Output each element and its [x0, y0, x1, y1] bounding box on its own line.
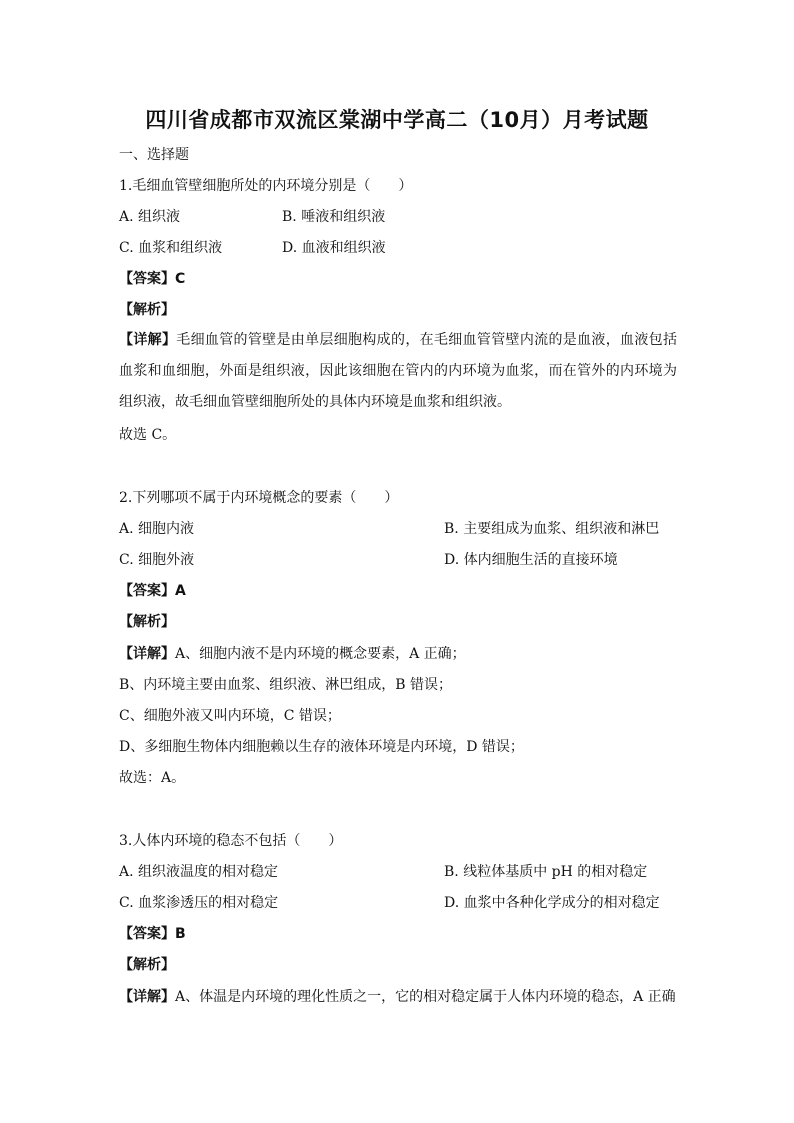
section-heading: 一、选择题 — [119, 147, 189, 163]
question-2-answer: 【答案】A — [119, 583, 186, 599]
question-3-detail-tag: 【详解】 — [119, 989, 175, 1005]
question-1-detail-tag: 【详解】 — [119, 332, 177, 348]
question-2-detail-line-3: C、细胞外液又叫内环境，C 错误； — [119, 708, 341, 724]
question-2-detail-line-4: D、多细胞生物体内细胞赖以生存的液体环境是内环境，D 错误； — [119, 739, 524, 755]
question-3-option-b: B. 线粒体基质中 pH 的相对稳定 — [444, 864, 648, 880]
question-1-stem: 1.毛细血管壁细胞所处的内环境分别是（ ） — [119, 178, 413, 194]
question-2-option-a: A. 细胞内液 — [119, 521, 195, 537]
question-3-detail-line-1 — [119, 987, 677, 1007]
question-1-answer: 【答案】C — [119, 271, 186, 287]
question-1-conclusion: 故选 C。 — [119, 427, 177, 443]
question-2-analysis-label: 【解析】 — [119, 614, 175, 630]
question-2-detail-text-1: A、细胞内液不是内环境的概念要素，A 正确； — [175, 646, 466, 662]
question-1-option-a: A. 组织液 — [119, 209, 181, 225]
question-3-option-c: C. 血浆渗透压的相对稳定 — [119, 895, 279, 911]
question-1-option-b: B. 唾液和组织液 — [282, 209, 386, 225]
question-2-option-d: D. 体内细胞生活的直接环境 — [444, 552, 618, 568]
question-1-option-c: C. 血浆和组织液 — [119, 240, 223, 256]
question-1-detail — [119, 325, 677, 418]
question-2-option-b: B. 主要组成为血浆、组织液和淋巴 — [444, 521, 660, 537]
question-1-option-d: D. 血液和组织液 — [282, 240, 386, 256]
question-3-analysis-label: 【解析】 — [119, 957, 175, 973]
page-title: 四川省成都市双流区棠湖中学高二（10月）月考试题 — [145, 108, 649, 132]
question-2-detail-line-1 — [119, 644, 466, 664]
question-2-conclusion: 故选：A。 — [119, 770, 186, 786]
question-3-stem: 3.人体内环境的稳态不包括（ ） — [119, 833, 343, 849]
question-2-detail-tag: 【详解】 — [119, 646, 175, 662]
question-3-answer: 【答案】B — [119, 926, 186, 942]
question-2-detail-line-2: B、内环境主要由血浆、组织液、淋巴组成，B 错误； — [119, 677, 453, 693]
question-3-detail-text: A、体温是内环境的理化性质之一，它的相对稳定属于人体内环境的稳态，A 正确 — [175, 989, 676, 1005]
question-3-option-a: A. 组织液温度的相对稳定 — [119, 864, 279, 880]
question-3-option-d: D. 血浆中各种化学成分的相对稳定 — [444, 895, 660, 911]
question-1-detail-text: 毛细血管的管壁是由单层细胞构成的，在毛细血管管壁内流的是血液，血液包括血浆和血细胞，外面是组织液，因此该细胞在管内的内环境为血浆，而在管外的内环境为组织液，故毛细血管壁细胞所处的具体内环境是血浆和组织液。 — [119, 332, 678, 410]
question-2-option-c: C. 细胞外液 — [119, 552, 195, 568]
question-2-stem: 2.下列哪项不属于内环境概念的要素（ ） — [119, 490, 399, 506]
question-1-analysis-label: 【解析】 — [119, 302, 175, 318]
